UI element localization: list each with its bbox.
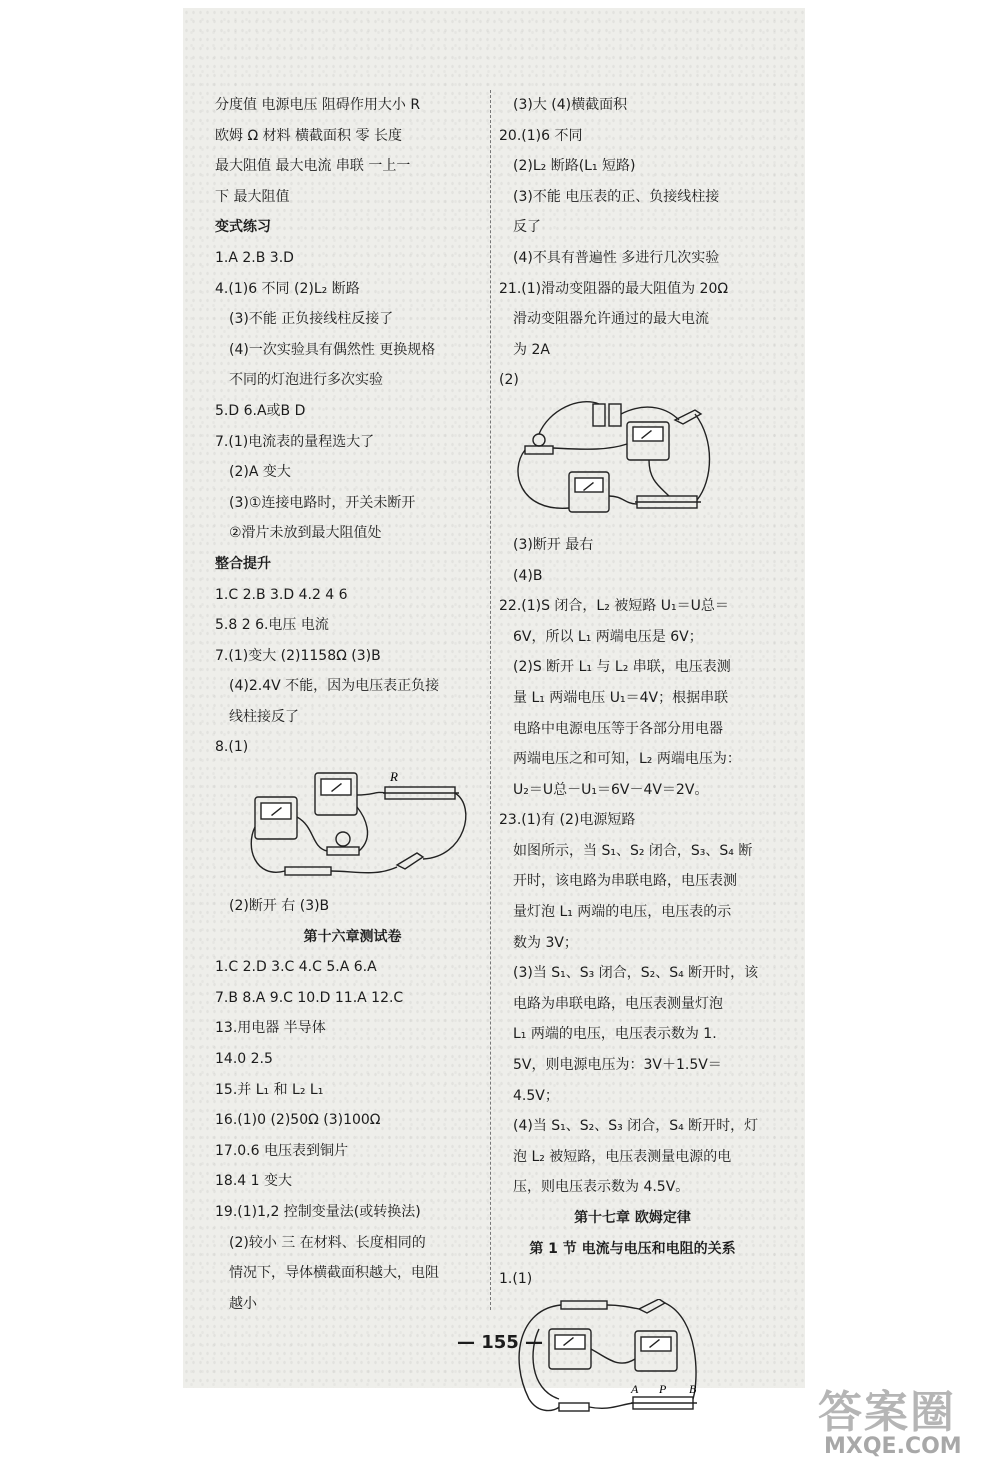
answer-line: 数为 3V； [513,934,578,951]
circuit-figure-21 [499,400,766,524]
answer-line: (3)不能 正负接线柱反接了 [229,311,394,328]
answer-line: 5.8 2 6.电压 电流 [215,617,329,634]
battery-cell [609,404,621,426]
answer-line: (2)S 断开 L₁ 与 L₂ 串联，电压表测 [513,659,731,676]
circuit-figure-8 [215,767,490,885]
label-R: R [390,769,398,785]
answer-line: 5V，则电源电压为：3V＋1.5V＝ [513,1057,722,1074]
answer-line: 13.用电器 半导体 [215,1020,326,1037]
answer-line: 21.(1)滑动变阻器的最大阻值为 20Ω [499,280,729,297]
answer-line: 16.(1)0 (2)50Ω (3)100Ω [215,1112,381,1129]
answer-line: 5.D 6.A或B D [215,402,306,419]
answer-line: (4)2.4V 不能，因为电压表正负接 [229,678,440,695]
switch [639,1299,665,1313]
answer-line: 15.并 L₁ 和 L₂ L₁ [215,1081,324,1098]
switch [397,853,423,869]
answer-line: 1.A 2.B 3.D [215,249,294,266]
answer-line: (2)L₂ 断路(L₁ 短路) [513,158,636,175]
answer-line: (2)较小 三 在材料、长度相同的 [229,1234,426,1251]
answer-line: 1.C 2.B 3.D 4.2 4 6 [215,586,348,603]
resistor [559,1403,589,1411]
answer-line: 越小 [229,1295,257,1312]
answer-line: 23.(1)有 (2)电源短路 [499,812,636,829]
answer-line: (3)不能 电压表的正、负接线柱接 [513,188,720,205]
circuit-diagram [499,400,759,524]
answer-line: 7.(1)变大 (2)1158Ω (3)B [215,647,381,664]
answer-line: 为 2A [513,341,550,358]
answer-line: 6V，所以 L₁ 两端电压是 6V； [513,628,703,645]
left-column [215,90,490,1319]
chapter-heading: 第十七章 欧姆定律 [574,1210,691,1226]
answer-line: 20.(1)6 不同 [499,127,583,144]
answer-line: 分度值 电源电压 阻碍作用大小 R [215,97,421,113]
answer-line: (2)断开 右 (3)B [229,898,330,915]
answer-line: 情况下，导体横截面积越大，电阻 [229,1265,439,1282]
page-number: — 155 — [456,1332,544,1353]
label-A: A [631,1381,639,1396]
answer-line: 1.C 2.D 3.C 4.C 5.A 6.A [215,959,377,976]
answer-line: 反了 [513,219,541,236]
answer-line: (4)一次实验具有偶然性 更换规格 [229,341,436,358]
figure-label: (2) [499,372,519,389]
battery-cell [593,404,605,426]
answer-line: 压，则电压表示数为 4.5V。 [513,1179,690,1196]
answer-line: 欧姆 Ω 材料 横截面积 零 长度 [215,127,402,144]
answer-line: 18.4 1 变大 [215,1173,292,1190]
answer-line: 最大阻值 最大电流 串联 一上一 [215,158,411,175]
answer-line: (2)A 变大 [229,464,291,481]
circuit-figure-17 [499,1299,766,1419]
answer-line: 量 L₁ 两端电压 U₁＝4V；根据串联 [513,689,729,706]
answer-line: L₁ 两端的电压，电压表示数为 1. [513,1026,717,1043]
answer-line: 17.0.6 电压表到铜片 [215,1142,348,1159]
bulb [533,434,545,446]
answer-line: 下 最大阻值 [215,188,290,205]
answer-line: 线柱接反了 [229,708,299,725]
figure-label: 8.(1) [215,739,249,756]
answer-line: 电路为串联电路，电压表测量灯泡 [513,995,723,1012]
answer-line: 14.0 2.5 [215,1051,273,1068]
circuit-diagram [215,767,475,885]
answer-line: 泡 L₂ 被短路，电压表测量电源的电 [513,1148,732,1165]
circuit-diagram [499,1299,759,1419]
answer-line: 两端电压之和可知，L₂ 两端电压为： [513,751,741,768]
answer-line: ②滑片未放到最大阻值处 [229,525,382,542]
label-B: B [689,1381,697,1396]
answer-line: U₂＝U总－U₁＝6V－4V＝2V。 [513,781,709,798]
chapter-heading: 第 1 节 电流与电压和电阻的关系 [529,1240,736,1257]
section-heading: 整合提升 [215,555,271,572]
answer-line: (4)不具有普遍性 多进行几次实验 [513,249,720,266]
answer-line: 滑动变阻器允许通过的最大电流 [513,311,709,328]
battery [285,867,331,875]
answer-line: 19.(1)1,2 控制变量法(或转换法) [215,1204,421,1220]
answer-line: 22.(1)S 闭合，L₂ 被短路 U₁＝U总＝ [499,598,729,615]
chapter-heading: 第十六章测试卷 [303,928,402,945]
answer-line: 4.(1)6 不同 (2)L₂ 断路 [215,280,360,297]
answer-line: 7.(1)电流表的量程选大了 [215,433,375,450]
answer-line: 7.B 8.A 9.C 10.D 11.A 12.C [215,989,404,1006]
answer-line: (3)大 (4)横截面积 [513,97,628,113]
answer-line: (3)断开 最右 [513,536,594,553]
answer-line: (3)当 S₁、S₃ 闭合，S₂、S₄ 断开时，该 [513,965,759,982]
answer-line: 不同的灯泡进行多次实验 [229,372,383,389]
answer-line: 如图所示，当 S₁、S₂ 闭合，S₃、S₄ 断 [513,842,753,859]
watermark-logo: 答案圈 MXQE.COM [818,1387,962,1459]
answer-line: 量灯泡 L₁ 两端的电压，电压表的示 [513,904,732,921]
battery [561,1301,607,1309]
answer-line: 4.5V； [513,1087,559,1104]
section-heading: 变式练习 [215,219,271,236]
answer-line: 电路中电源电压等于各部分用电器 [513,720,723,737]
answer-line: (4)B [513,567,543,584]
figure-label: 1.(1) [499,1271,533,1288]
answer-line: 开时，该电路为串联电路，电压表测 [513,873,737,890]
bulb [336,832,350,846]
label-P: P [659,1381,667,1396]
answer-line: (4)当 S₁、S₂、S₃ 闭合，S₄ 断开时，灯 [513,1118,759,1135]
answer-line: (3)①连接电路时，开关未断开 [229,494,416,511]
